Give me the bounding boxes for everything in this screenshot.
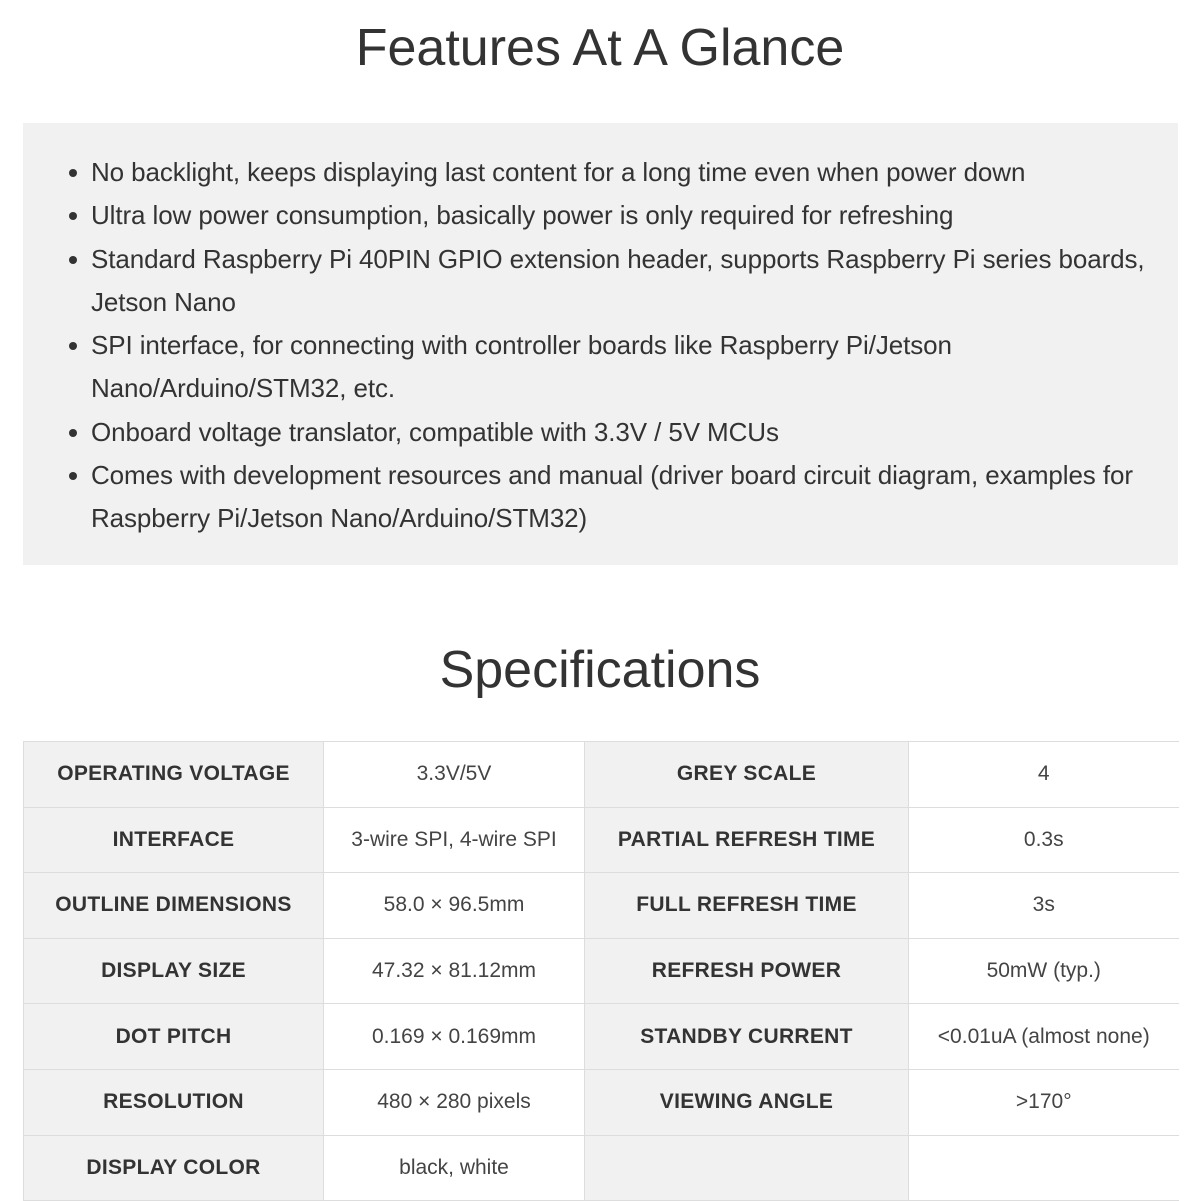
table-row	[24, 873, 1179, 939]
spec-label: RESOLUTION	[24, 1069, 324, 1135]
spec-value-empty	[909, 1135, 1179, 1201]
table-row	[24, 938, 1179, 1004]
bullet-icon	[69, 212, 77, 220]
spec-label: GREY SCALE	[585, 742, 909, 808]
bullet-icon	[69, 256, 77, 264]
feature-text: Ultra low power consumption, basically power is only required for refreshing	[91, 200, 954, 231]
spec-value: 0.3s	[909, 807, 1179, 873]
specifications-title: Specifications	[439, 641, 761, 699]
specifications-table	[23, 741, 1179, 1201]
feature-item	[91, 238, 1161, 325]
spec-label: PARTIAL REFRESH TIME	[585, 807, 909, 873]
feature-text: Onboard voltage translator, compatible with 3.3V / 5V MCUs	[91, 416, 779, 447]
features-box	[23, 123, 1178, 565]
spec-label-empty	[585, 1135, 909, 1201]
spec-value: 480 × 280 pixels	[324, 1069, 585, 1135]
spec-value: 58.0 × 96.5mm	[324, 873, 585, 939]
spec-value: 47.32 × 81.12mm	[324, 938, 585, 1004]
bullet-icon	[69, 429, 77, 437]
spec-value: 3-wire SPI, 4-wire SPI	[324, 807, 585, 873]
feature-text: No backlight, keeps displaying last content for a long time even when power down	[91, 157, 1026, 187]
features-list	[91, 151, 1161, 541]
spec-label: STANDBY CURRENT	[585, 1004, 909, 1070]
feature-item	[91, 454, 1161, 541]
table-row	[24, 807, 1179, 873]
feature-item	[91, 151, 1161, 194]
feature-item	[91, 411, 1161, 454]
feature-text: Standard Raspberry Pi 40PIN GPIO extension header, supports Raspberry Pi series boards, Jetson Nano	[91, 243, 1145, 317]
feature-item	[91, 194, 1161, 237]
spec-value: <0.01uA (almost none)	[909, 1004, 1179, 1070]
spec-label: REFRESH POWER	[585, 938, 909, 1004]
bullet-icon	[69, 169, 77, 177]
spec-value: 3.3V/5V	[324, 742, 585, 808]
table-row	[24, 1135, 1179, 1201]
table-row	[24, 1004, 1179, 1070]
spec-value: black, white	[324, 1135, 585, 1201]
spec-label: OUTLINE DIMENSIONS	[24, 873, 324, 939]
spec-label: DISPLAY SIZE	[24, 938, 324, 1004]
spec-label: OPERATING VOLTAGE	[24, 742, 324, 808]
spec-label: INTERFACE	[24, 807, 324, 873]
spec-label: DISPLAY COLOR	[24, 1135, 324, 1201]
feature-text: SPI interface, for connecting with controller boards like Raspberry Pi/Jetson Nano/Arduino/STM32, etc.	[91, 330, 952, 404]
spec-value: >170°	[909, 1069, 1179, 1135]
bullet-icon	[69, 342, 77, 350]
table-row	[24, 742, 1179, 808]
spec-value: 50mW (typ.)	[909, 938, 1179, 1004]
features-title: Features At A Glance	[355, 19, 845, 77]
spec-value: 0.169 × 0.169mm	[324, 1004, 585, 1070]
spec-label: FULL REFRESH TIME	[585, 873, 909, 939]
spec-label: VIEWING ANGLE	[585, 1069, 909, 1135]
bullet-icon	[69, 472, 77, 480]
spec-value: 4	[909, 742, 1179, 808]
spec-label: DOT PITCH	[24, 1004, 324, 1070]
feature-item	[91, 324, 1161, 411]
spec-value: 3s	[909, 873, 1179, 939]
feature-text: Comes with development resources and manual (driver board circuit diagram, examples for Raspberry Pi/Jetson Nano/Arduino/STM32)	[91, 460, 1133, 534]
table-row	[24, 1069, 1179, 1135]
